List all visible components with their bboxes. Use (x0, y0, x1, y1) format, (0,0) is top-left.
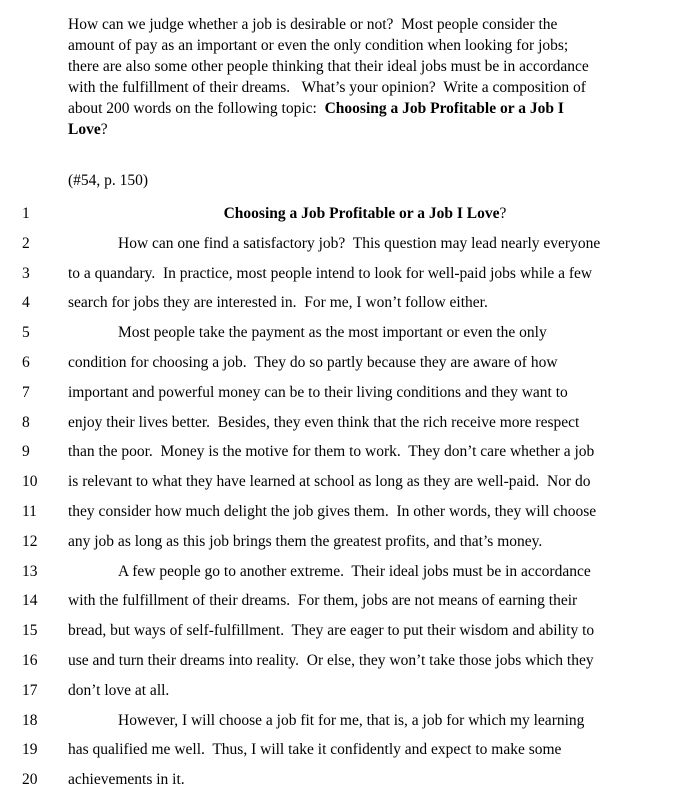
line-number: 19 (22, 741, 38, 759)
line-number: 20 (22, 771, 38, 789)
line-text (68, 408, 686, 438)
prompt-line (68, 14, 662, 35)
text-run: condition for choosing a job. They do so partly because they are aware of how (68, 353, 558, 371)
line-number: 8 (22, 413, 30, 431)
essay-line (0, 348, 686, 378)
prompt-paragraph (68, 0, 662, 140)
text-run: with the fulfillment of their dreams. For them, jobs are not means of earning their (68, 592, 578, 610)
line-number: 6 (22, 353, 30, 371)
essay-line (0, 378, 686, 408)
essay-line (0, 408, 686, 438)
line-number: 11 (22, 502, 37, 520)
line-number: 5 (22, 324, 30, 342)
line-text (68, 735, 686, 765)
line-number: 12 (22, 532, 38, 550)
text-run: search for jobs they are interested in. For me, I won’t follow either. (68, 294, 488, 312)
essay-line (0, 318, 686, 348)
text-run: How can we judge whether a job is desirable or not? Most people consider the (68, 16, 558, 33)
line-text (68, 288, 686, 318)
line-number: 7 (22, 383, 30, 401)
text-run: bread, but ways of self-fulfillment. They are eager to put their wisdom and ability to (68, 622, 595, 640)
prompt-line (68, 56, 662, 77)
essay-title (68, 199, 686, 229)
text-run: has qualified me well. Thus, I will take it confidently and expect to make some (68, 741, 562, 759)
line-text (68, 616, 686, 646)
line-text (68, 646, 686, 676)
essay-line (0, 706, 686, 736)
text-run: than the poor. Money is the motive for them to work. They don’t care whether a job (68, 443, 595, 461)
line-text (68, 229, 686, 259)
line-text (68, 318, 686, 348)
text-run: ? (100, 121, 108, 138)
text-run: they consider how much delight the job gives them. In other words, they will choose (68, 502, 597, 520)
essay-line (0, 557, 686, 587)
essay-line (0, 437, 686, 467)
bold-text-run: Choosing a Job Profitable or a Job I Love (223, 205, 500, 222)
text-run: any job as long as this job brings them the greatest profits, and that’s money. (68, 532, 543, 550)
text-run: achievements in it. (68, 771, 185, 789)
essay-line (0, 765, 686, 795)
line-number: 3 (22, 264, 30, 282)
line-number: 2 (22, 234, 30, 252)
text-run: with the fulfillment of their dreams. What’s your opinion? Write a composition of (68, 79, 586, 96)
text-run: amount of pay as an important or even the only condition when looking for jobs; (68, 37, 569, 54)
essay-line (0, 467, 686, 497)
prompt-line (68, 77, 662, 98)
line-number: 14 (22, 592, 38, 610)
text-run: there are also some other people thinking that their ideal jobs must be in accordance (68, 58, 589, 75)
text-run: ? (499, 205, 507, 222)
line-number: 9 (22, 443, 30, 461)
line-number: 10 (22, 473, 38, 491)
line-text (68, 706, 686, 736)
line-number: 17 (22, 681, 38, 699)
bold-text-run: Choosing a Job Profitable or a Job I (324, 100, 564, 117)
essay-body (0, 199, 686, 795)
text-run: to a quandary. In practice, most people intend to look for well-paid jobs while a few (68, 264, 593, 282)
line-text (68, 467, 686, 497)
line-number: 16 (22, 651, 38, 669)
essay-line (0, 676, 686, 706)
essay-line (0, 735, 686, 765)
essay-line (0, 527, 686, 557)
text-run: is relevant to what they have learned at school as long as they are well-paid. Nor do (68, 473, 591, 491)
text-run: Most people take the payment as the most important or even the only (118, 324, 547, 342)
essay-line (0, 288, 686, 318)
essay-line (0, 497, 686, 527)
prompt-line (68, 119, 662, 140)
prompt-line (68, 98, 662, 119)
essay-line (0, 259, 686, 289)
bold-text-run: Love (68, 121, 101, 138)
line-number: 1 (22, 205, 30, 222)
text-run: How can one find a satisfactory job? This question may lead nearly everyone (118, 234, 601, 252)
line-text (68, 348, 686, 378)
essay-line (0, 646, 686, 676)
line-text (68, 378, 686, 408)
essay-line (0, 616, 686, 646)
line-number: 15 (22, 622, 38, 640)
essay-line (0, 199, 686, 229)
line-text (68, 557, 686, 587)
line-number: 18 (22, 711, 38, 729)
text-run: use and turn their dreams into reality. Or else, they won’t take those jobs which they (68, 651, 594, 669)
text-run: A few people go to another extreme. Their ideal jobs must be in accordance (118, 562, 591, 580)
line-text (68, 497, 686, 527)
text-run: enjoy their lives better. Besides, they even think that the rich receive more respect (68, 413, 580, 431)
line-number: 13 (22, 562, 38, 580)
text-run: important and powerful money can be to their living conditions and they want to (68, 383, 568, 401)
line-text (68, 586, 686, 616)
reference-note: (#54, p. 150) (68, 172, 149, 189)
prompt-line (68, 35, 662, 56)
line-number: 4 (22, 294, 30, 312)
text-run: about 200 words on the following topic: (68, 100, 325, 117)
text-run: However, I will choose a job fit for me, that is, a job for which my learning (118, 711, 585, 729)
line-text (68, 527, 686, 557)
line-text (68, 259, 686, 289)
text-run: don’t love at all. (68, 681, 170, 699)
line-text (68, 437, 686, 467)
essay-line (0, 586, 686, 616)
essay-line (0, 229, 686, 259)
line-text (68, 676, 686, 706)
line-text (68, 765, 686, 795)
